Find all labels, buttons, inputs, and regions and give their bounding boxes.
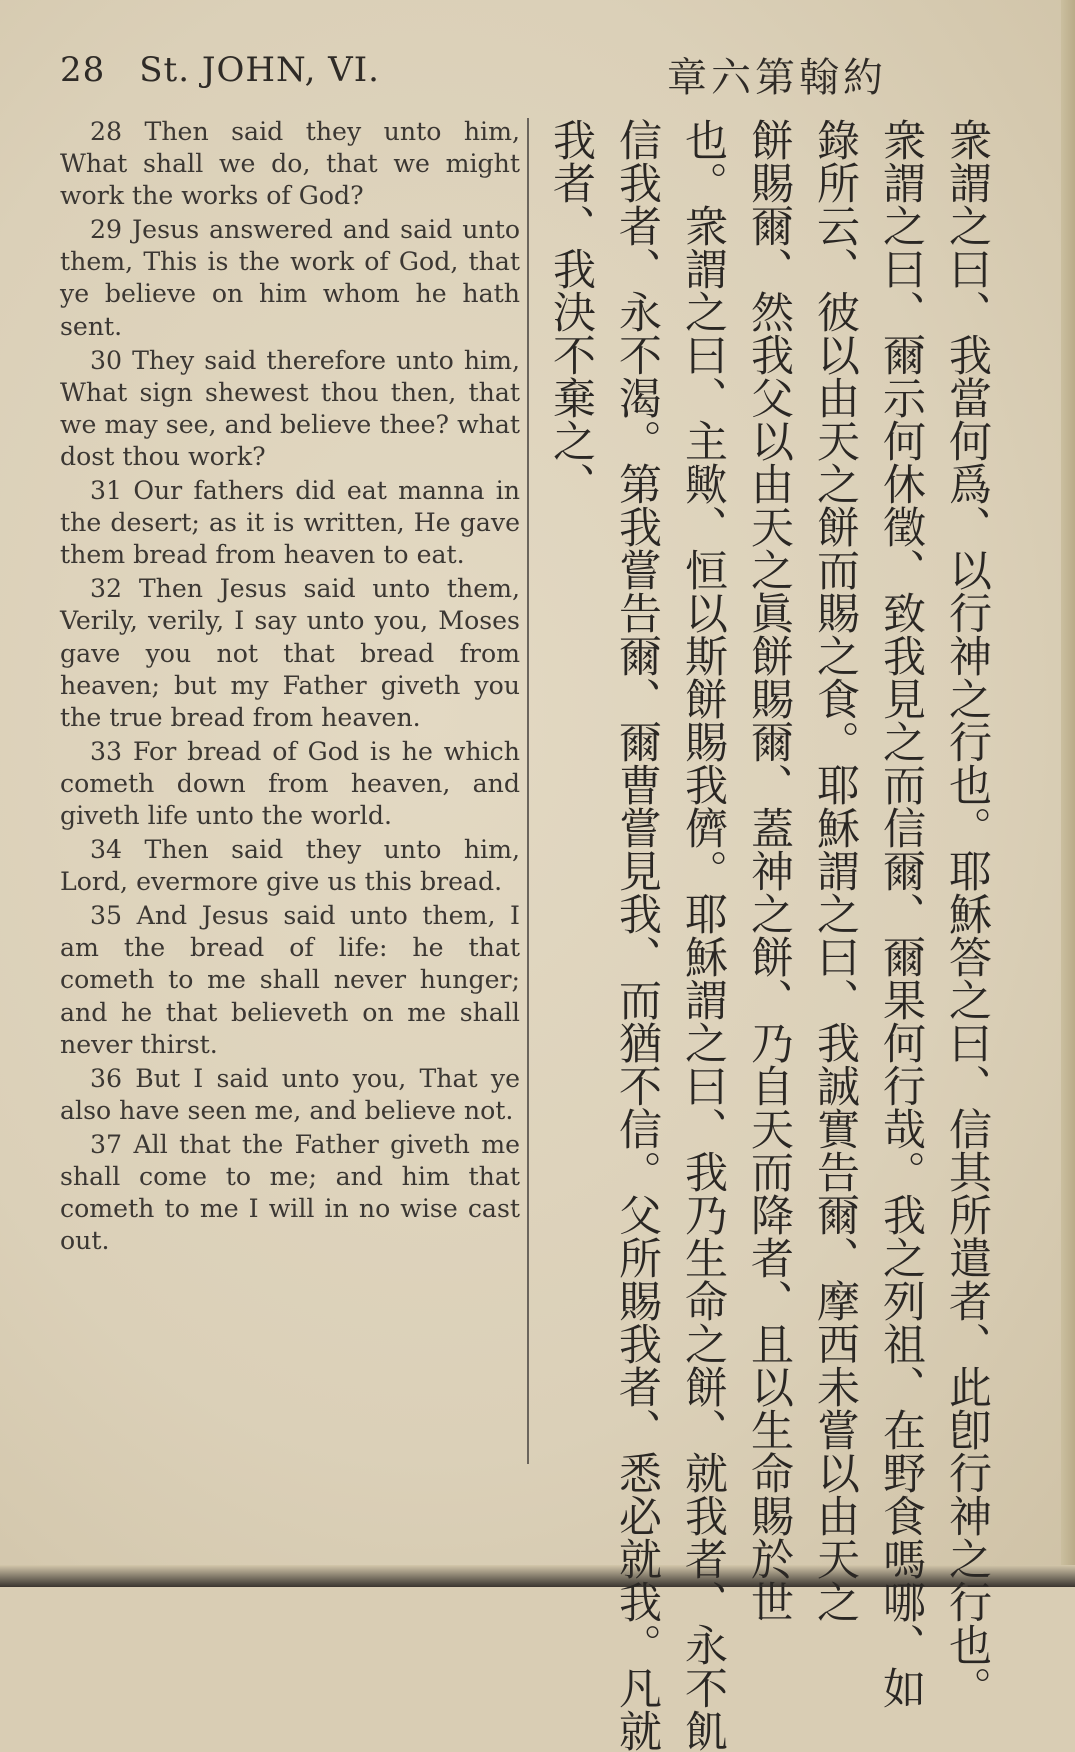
verse <box>60 475 520 571</box>
verse-text: Then Jesus said unto them, Verily, verily, I say unto you, Moses gave you not that bread from heaven; but my Father giveth you the true bread from heaven. <box>60 574 520 732</box>
verse-number: 28 <box>90 117 123 146</box>
verse-text: They said therefore unto him, What sign shewest thou then, that we may see, and believe thee? what dost thou work? <box>60 345 520 471</box>
verse <box>60 834 520 898</box>
verse-text: Jesus answered and said unto them, This is the work of God, that ye believe on him whom he hath sent. <box>60 215 521 341</box>
chinese-line: 我者、我決不棄之、 <box>546 118 596 505</box>
verse-text: All that the Father giveth me shall come to me; and him that cometh to me I will in no wise cast out. <box>60 1129 520 1256</box>
verse <box>60 900 520 1060</box>
verse <box>60 1129 520 1257</box>
verse-number: 32 <box>90 574 123 604</box>
verse-text: Then said they unto him, Lord, evermore give us this bread. <box>60 835 520 897</box>
verse-number: 31 <box>90 476 123 506</box>
page-number: 28 <box>60 50 106 90</box>
verse <box>60 214 520 342</box>
chinese-line: 衆謂之曰、我當何爲、以行神之行也。耶穌答之曰、信其所遣者、此卽行神之行也。 <box>942 118 992 1709</box>
verse <box>60 736 520 832</box>
verse-number: 29 <box>90 215 123 245</box>
verse <box>60 345 520 473</box>
column-divider <box>527 118 529 1464</box>
chinese-chapter-title: 章六第翰約 <box>667 55 887 101</box>
chinese-line: 餅賜爾、然我父以由天之眞餅賜爾、蓋神之餅、乃自天而降者、且以生命賜於世 <box>744 118 794 1623</box>
verse-number: 30 <box>90 345 123 375</box>
verse-text: And Jesus said unto them, I am the bread of life: he that cometh to me shall never hunger; and he that believeth on me shall never thirst. <box>60 901 520 1059</box>
verse-text: For bread of God is he which cometh down from heaven, and giveth life unto the world. <box>60 736 520 830</box>
verse-number: 34 <box>90 835 123 865</box>
english-text-column <box>60 116 520 1259</box>
running-header <box>60 50 380 90</box>
page-edge-right <box>1061 0 1075 1587</box>
verse-number: 33 <box>90 736 123 766</box>
verse <box>60 573 520 733</box>
chinese-line: 也。衆謂之曰、主歟、恒以斯餅賜我儕。耶穌謂之曰、我乃生命之餅、就我者、永不飢 <box>678 118 728 1752</box>
chinese-text-column <box>545 118 1025 1752</box>
verse <box>60 116 520 212</box>
verse-number: 37 <box>90 1129 123 1159</box>
verse-number: 35 <box>90 901 123 931</box>
verse-text: But I said unto you, That ye also have seen me, and believe not. <box>60 1063 520 1125</box>
verse-text: Our fathers did eat manna in the desert; as it is written, He gave them bread from heaven to eat. <box>60 476 520 570</box>
chinese-line: 衆謂之曰、爾示何休徵、致我見之而信爾、爾果何行哉。我之列祖、在野食嗎哪、如 <box>876 118 926 1709</box>
chinese-line: 錄所云、彼以由天之餅而賜之食。耶穌謂之曰、我誠實告爾、摩西未嘗以由天之 <box>810 118 860 1623</box>
chinese-line: 信我者、永不渴。第我嘗告爾、爾曹嘗見我、而猶不信。父所賜我者、悉必就我。凡就 <box>612 118 662 1752</box>
verse <box>60 1063 520 1127</box>
verse-number: 36 <box>90 1063 123 1093</box>
verse-text: Then said they unto him, What shall we do, that we might work the works of God? <box>60 117 520 211</box>
chapter-title: St. JOHN, VI. <box>139 50 380 90</box>
